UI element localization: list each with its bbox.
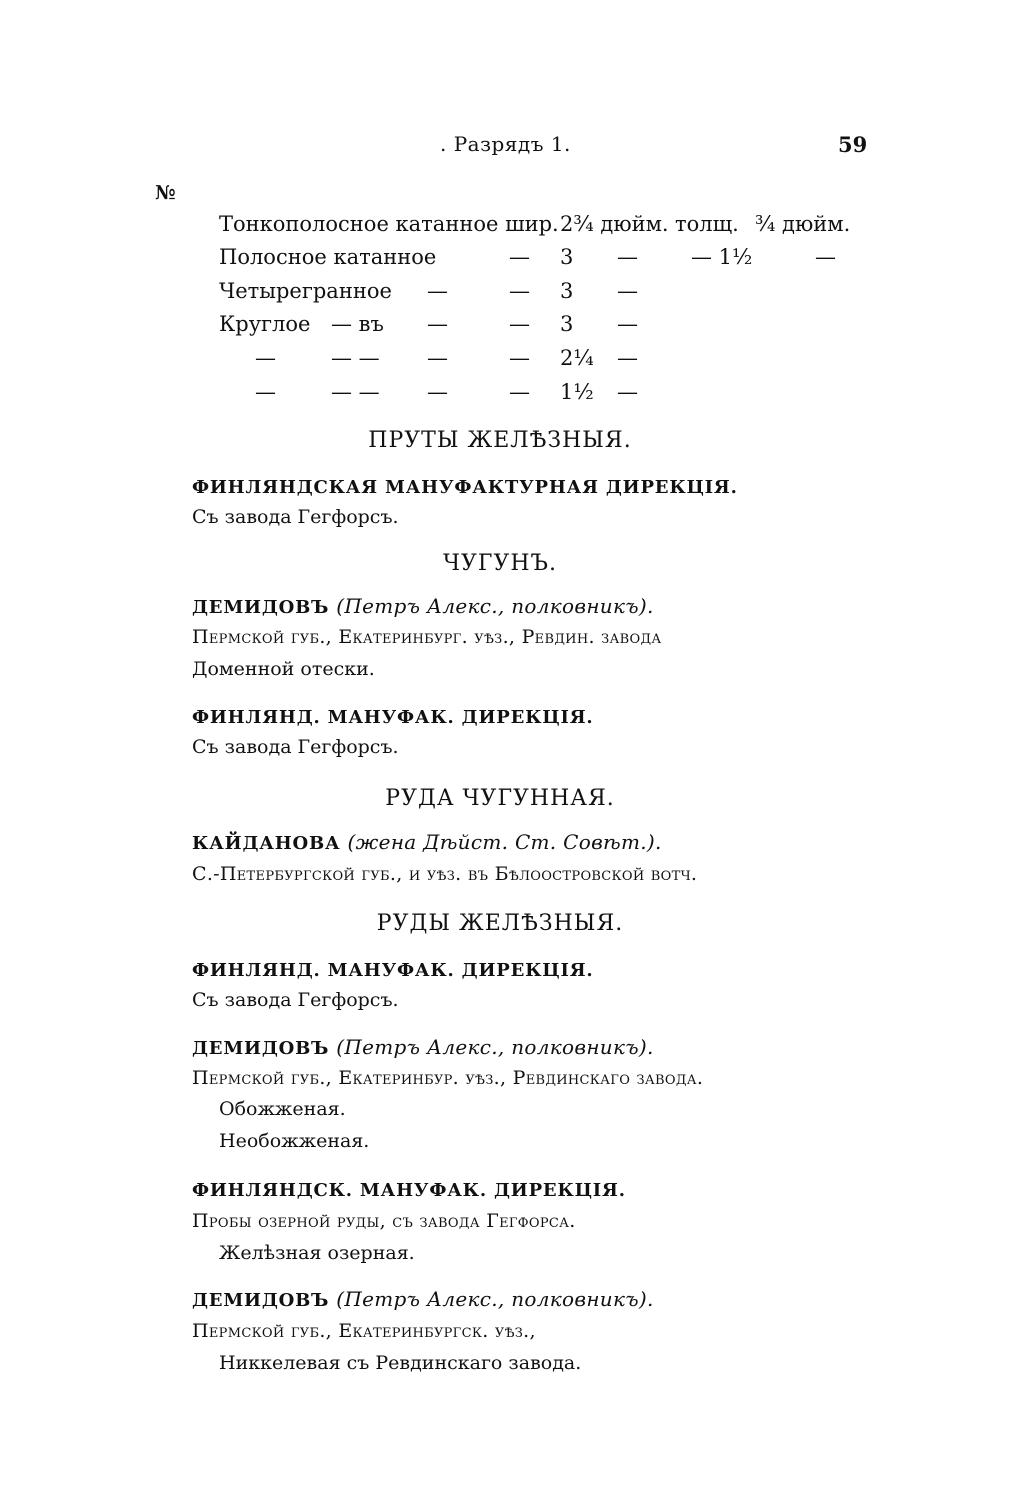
spec-dash: — <box>427 346 448 370</box>
spec-dash: — — <box>331 346 380 370</box>
entry-line: Съ завода Гегфорсъ. <box>192 736 399 758</box>
firm-detail: (Петръ Алекс., полковникъ). <box>336 1287 654 1311</box>
spec-dash: — <box>509 312 530 336</box>
firm-detail: (Петръ Алекс., полковникъ). <box>336 1035 654 1059</box>
spec-name: — <box>255 380 276 404</box>
spec-mid: — <box>617 380 638 404</box>
spec-dash: — <box>509 346 530 370</box>
spec-size1: 2¾ дюйм. <box>560 212 669 236</box>
firm-name: ДЕМИДОВЪ <box>192 1038 330 1059</box>
spec-dash: — <box>509 279 530 303</box>
entry-line: С.-Петербургской губ., и уѣз. въ Бѣлоостровской вотч. <box>192 863 698 885</box>
entry-line: Желѣзная озерная. <box>219 1242 415 1264</box>
numero-sign: № <box>155 182 176 204</box>
spec-mid: — <box>617 346 638 370</box>
entry-line: Никкелевая съ Ревдинскаго завода. <box>219 1352 582 1374</box>
spec-name: — <box>255 346 276 370</box>
spec-dash: — въ <box>331 312 384 336</box>
firm-entry <box>192 1287 654 1311</box>
spec-size1: 2¼ <box>560 346 594 370</box>
spec-mid: — <box>617 245 638 269</box>
spec-size1: 3 <box>560 312 574 336</box>
spec-size2: — 1½ <box>691 245 753 269</box>
spec-dash: — <box>509 245 530 269</box>
spec-dash: — <box>427 312 448 336</box>
spec-dash: — <box>427 279 448 303</box>
spec-name: Полосное катанное <box>219 245 437 269</box>
firm-name: КАЙДАНОВА <box>192 833 341 854</box>
firm-detail: (жена Дѣйст. Ст. Совѣт.). <box>347 830 662 854</box>
entry-line: Пермской губ., Екатеринбургск. уѣз., <box>192 1320 536 1342</box>
firm-name: ФИНЛЯНДСКАЯ МАНУФАКТУРНАЯ ДИРЕКЦІЯ. <box>192 477 738 498</box>
section-title: РУДА ЧУГУННАЯ. <box>385 786 615 811</box>
firm-detail: (Петръ Алекс., полковникъ). <box>336 594 654 618</box>
section-title: ЧУГУНЪ. <box>442 551 558 576</box>
spec-size2: ¾ дюйм. <box>755 212 851 236</box>
spec-end: — <box>815 245 836 269</box>
entry-line: Пробы озерной руды, съ завода Гегфорса. <box>192 1210 576 1232</box>
spec-size1: 3 <box>560 279 574 303</box>
spec-mid: — <box>617 279 638 303</box>
spec-dash: — — <box>331 380 380 404</box>
spec-dash: — <box>509 380 530 404</box>
section-title: ПРУТЫ ЖЕЛѢЗНЫЯ. <box>368 428 632 453</box>
spec-name: Четырегранное <box>219 279 392 303</box>
firm-name: ДЕМИДОВЪ <box>192 1290 330 1311</box>
spec-mid: толщ. <box>675 212 739 236</box>
spec-mid: — <box>617 312 638 336</box>
spec-dash: — <box>427 380 448 404</box>
spec-size1: 3 <box>560 245 574 269</box>
entry-line: Съ завода Гегфорсъ. <box>192 506 399 528</box>
firm-name: ФИНЛЯНД. МАНУФАК. ДИРЕКЦІЯ. <box>192 707 594 728</box>
entry-line: Пермской губ., Екатеринбур. уѣз., Ревдинскаго завода. <box>192 1067 704 1089</box>
spec-size1: 1½ <box>560 380 594 404</box>
entry-line: Съ завода Гегфорсъ. <box>192 989 399 1011</box>
firm-name: ДЕМИДОВЪ <box>192 597 330 618</box>
spec-name: Круглое <box>219 312 311 336</box>
entry-line: Доменной отески. <box>192 658 375 680</box>
entry-line: Необожженая. <box>219 1130 370 1152</box>
running-head: . Разрядъ 1. <box>440 132 571 156</box>
firm-entry <box>192 1035 654 1059</box>
firm-entry <box>192 830 662 854</box>
section-title: РУДЫ ЖЕЛѢЗНЫЯ. <box>376 911 624 936</box>
spec-name: Тонкополосное катанное шир. <box>219 212 559 236</box>
firm-entry <box>192 594 654 618</box>
page-number: 59 <box>838 132 868 157</box>
entry-line: Пермской губ., Екатеринбург. уѣз., Ревдин. завода <box>192 626 662 648</box>
firm-name: ФИНЛЯНДСК. МАНУФАК. ДИРЕКЦІЯ. <box>192 1180 626 1201</box>
firm-name: ФИНЛЯНД. МАНУФАК. ДИРЕКЦІЯ. <box>192 960 594 981</box>
entry-line: Обожженая. <box>219 1098 346 1120</box>
